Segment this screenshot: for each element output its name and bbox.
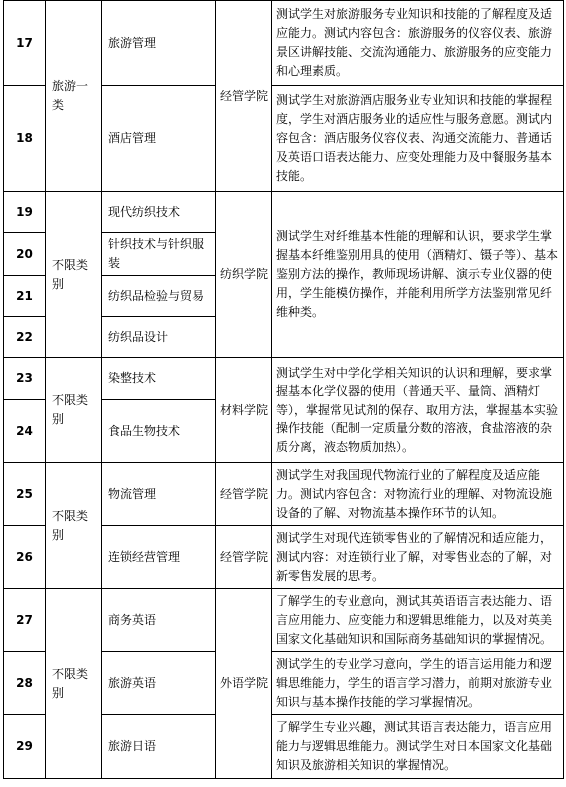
major-cell: 针织技术与针织服装 [102, 233, 216, 276]
row-number: 28 [4, 652, 46, 715]
row-number: 24 [4, 400, 46, 463]
table-row [4, 463, 564, 526]
major-cell: 旅游英语 [102, 652, 216, 715]
major-cell: 物流管理 [102, 463, 216, 526]
category-cell: 不限类别 [46, 463, 102, 589]
description-cell: 测试学生对纤维基本性能的理解和认识，要求学生掌握基本纤维鉴别用具的使用（酒精灯、镊子等）、基本鉴别方法的操作，教师现场讲解、演示专业仪器的使用，学生能模仿操作，并能利用所学方法鉴别常见纤维种类。 [272, 192, 564, 358]
description-cell: 测试学生的专业学习意向，学生的语言运用能力和逻辑思维能力，学生的语言学习潜力，前期对旅游专业知识与基本操作技能的学习掌握情况。 [272, 652, 564, 715]
major-cell: 连锁经营管理 [102, 526, 216, 589]
college-cell: 外语学院 [216, 589, 272, 779]
description-cell: 测试学生对旅游酒店服务业专业知识和技能的掌握程度，学生对酒店服务业的适应性与服务意愿。测试内容包含：酒店服务仪容仪表、沟通交流能力、普通话及英语口语表达能力、应变处理能力及中餐服务基本技能。 [272, 86, 564, 192]
description-cell: 测试学生对我国现代物流行业的了解程度及适应能力。测试内容包含：对物流行业的理解、对物流设施设备的了解、对物流基本操作环节的认知。 [272, 463, 564, 526]
description-cell: 测试学生对旅游服务专业知识和技能的了解程度及适应能力。测试内容包含：旅游服务的仪容仪表、旅游景区讲解技能、交流沟通能力、旅游服务的应变能力和心理素质。 [272, 1, 564, 86]
description-cell: 测试学生对中学化学相关知识的认识和理解，要求掌握基本化学仪器的使用（普通天平、量筒、酒精灯等），掌握常见试剂的保存、取用方法，掌握基本实验操作技能（配制一定质量分数的溶液，食盐溶液的杂质分离，液态物质加热）。 [272, 358, 564, 463]
major-cell: 现代纺织技术 [102, 192, 216, 233]
major-cell: 商务英语 [102, 589, 216, 652]
table-row [4, 192, 564, 233]
row-number: 26 [4, 526, 46, 589]
category-cell: 旅游一类 [46, 1, 102, 192]
major-cell: 食品生物技术 [102, 400, 216, 463]
row-number: 21 [4, 276, 46, 317]
description-cell: 测试学生对现代连锁零售业的了解情况和适应能力，测试内容：对连锁行业了解，对零售业态的了解，对新零售发展的思考。 [272, 526, 564, 589]
row-number: 19 [4, 192, 46, 233]
college-cell: 经管学院 [216, 1, 272, 192]
college-cell: 纺织学院 [216, 192, 272, 358]
row-number: 25 [4, 463, 46, 526]
table-row [4, 358, 564, 400]
table-row [4, 1, 564, 86]
college-cell: 材料学院 [216, 358, 272, 463]
major-cell: 纺织品检验与贸易 [102, 276, 216, 317]
category-cell: 不限类别 [46, 589, 102, 779]
row-number: 17 [4, 1, 46, 86]
row-number: 22 [4, 317, 46, 358]
description-cell: 了解学生专业兴趣，测试其语言表达能力，语言应用能力与逻辑思维能力。测试学生对日本国家文化基础知识及旅游相关知识的掌握情况。 [272, 715, 564, 779]
row-number: 27 [4, 589, 46, 652]
major-cell: 旅游日语 [102, 715, 216, 779]
major-cell: 染整技术 [102, 358, 216, 400]
college-cell: 经管学院 [216, 463, 272, 526]
category-cell: 不限类别 [46, 358, 102, 463]
description-cell: 了解学生的专业意向，测试其英语语言表达能力、语言应用能力、应变能力和逻辑思维能力，以及对英美国家文化基础知识和国际商务基础知识的掌握情况。 [272, 589, 564, 652]
table-row [4, 589, 564, 652]
major-cell: 酒店管理 [102, 86, 216, 192]
row-number: 18 [4, 86, 46, 192]
category-cell: 不限类别 [46, 192, 102, 358]
row-number: 20 [4, 233, 46, 276]
row-number: 29 [4, 715, 46, 779]
row-number: 23 [4, 358, 46, 400]
major-cell: 旅游管理 [102, 1, 216, 86]
major-cell: 纺织品设计 [102, 317, 216, 358]
college-cell: 经管学院 [216, 526, 272, 589]
admission-table [3, 0, 564, 779]
